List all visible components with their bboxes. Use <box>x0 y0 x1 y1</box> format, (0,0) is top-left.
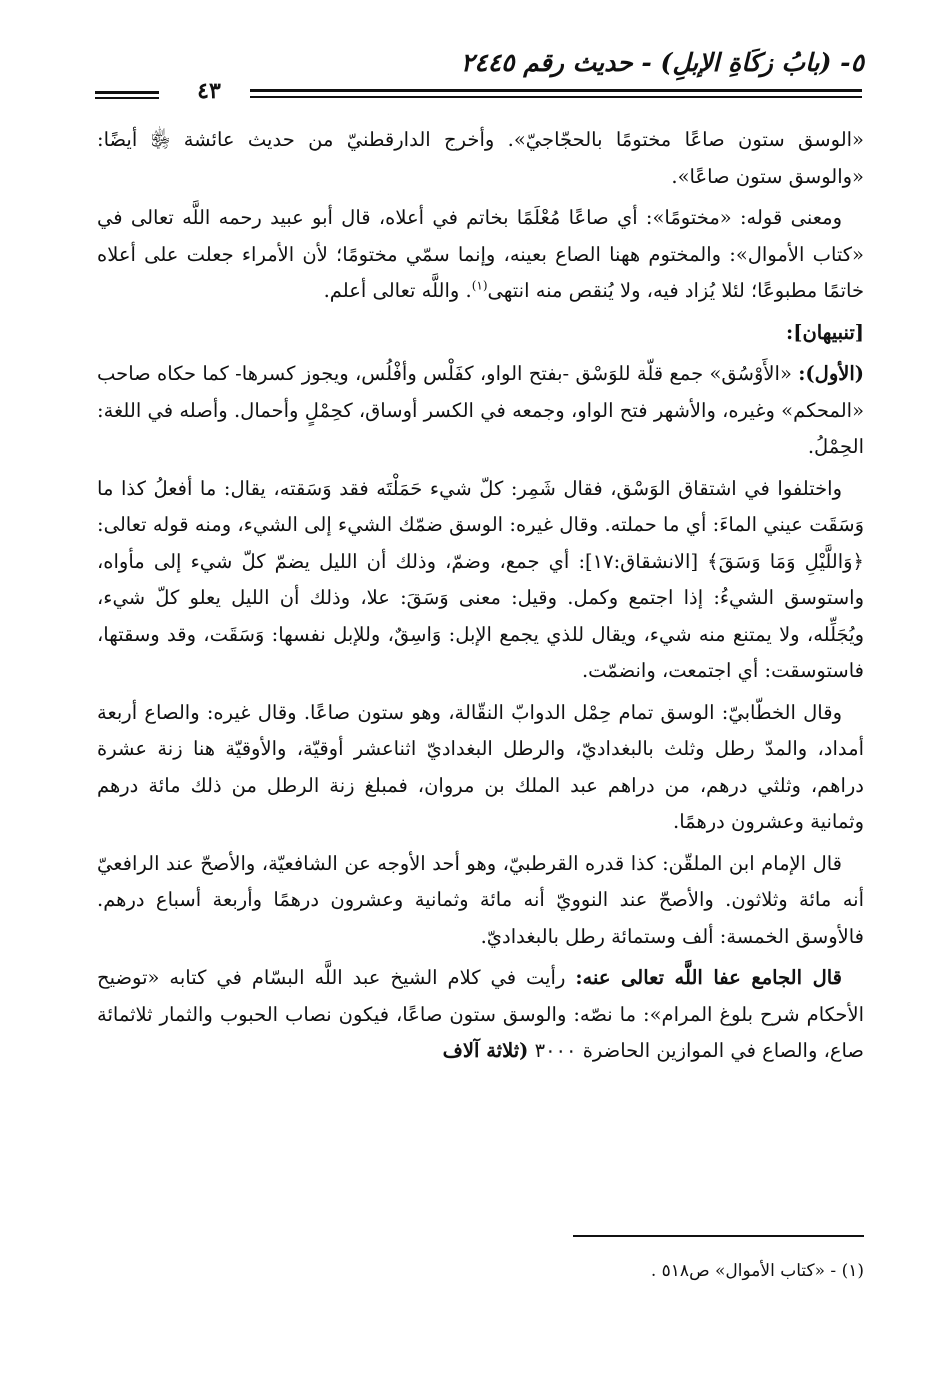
first-note-origin: وأصله في اللغة: الحِمْلُ. <box>97 398 864 458</box>
main-text <box>97 122 864 1075</box>
paragraph-jami <box>97 960 864 1070</box>
paragraph-2-text: ومعنى قوله: «مختومًا»: أي صاعًا مُعْلَمًا بخاتم في أعلاه، قال أبو عبيد رحمه اللَّه تعالى في «كتاب الأموال»: والمختوم ههنا الصاع بعينه، وإنما سمّي مختومًا؛ لأن الأمراء جعلت على أعلاه خاتمًا مطبوعًا؛ لئلا يُزاد فيه، ولا يُنقص منه انتهى <box>97 206 864 302</box>
footnote-separator <box>573 1235 864 1237</box>
first-note-label: (الأول): <box>798 362 865 385</box>
paragraph-2 <box>97 200 864 310</box>
paragraph-khattabi: وقال الخطّابيّ: الوسق تمام حِمْل الدوابّ النقّالة، وهو ستون صاعًا. وقال غيره: والصاع أربعة أمداد، والمدّ رطل وثلث بالبغداديّ، والرطل البغداديّ اثناعشر أوقيّة، والأوقيّة هنا زنة عشرة دراهم، وثلثي درهم، من دراهم عبد الملك بن مروان، فمبلغ زنة الرطل من ذلك مائة درهم وثمانية وعشرون درهمًا. <box>97 700 864 833</box>
paragraph-2-closing: . واللَّه تعالى أعلم. <box>323 279 472 302</box>
header-rule-left-bottom <box>95 97 159 99</box>
header-rule-right-bottom <box>250 96 862 98</box>
jami-text: رأيت في كلام الشيخ عبد اللَّه البسّام في كتابه «توضيح الأحكام شرح بلوغ المرام»: ما نصّه: والوسق ستون صاعًا، فيكون نصاب الحبوب والثمار ثلاثمائة صاع، والصاع في الموازين الحاضرة ٣٠٠٠ <box>97 966 864 1062</box>
paragraph-derivation: واختلفوا في اشتقاق الوَسْق، فقال شَمِر: كلّ شيء حَمَلْتَه فقد وَسَقته، يقال: ما أفعلُ كذا ما وَسَقَت عيني الماءَ: أي ما حملته. وقال غيره: الوسق ضمّك الشيء إلى الشيء، ومنه قوله تعالى: ﴿وَاللَّيْلِ وَمَا وَسَقَ﴾ [الانشقاق:١٧]: أي جمع، وضمّ، وذلك أن الليل يضمّ كلّ شيء إلى مأواه، واستوسق الشيءُ: إذا اجتمع وكمل. وقيل: معنى وَسَقَ: علا، وذلك أن الليل يعلو كلّ شيء، ويُجَلِّله، ولا يمتنع منه شيء، ويقال للذي يجمع الإبل: وَاسِقٌ، وللإبل نفسها: وَسَقَت، وقد وسقتها، فاستوسقت: أي اجتمعت، وانضمّت. <box>97 476 864 682</box>
paragraph-first-note <box>97 356 864 466</box>
page-number: ٤٣ <box>197 78 221 104</box>
footnote: (١) - «كتاب الأموال» ص٥١٨ . <box>650 1261 864 1281</box>
jami-label: قال الجامع عفا اللَّه تعالى عنه: <box>575 966 842 989</box>
running-header-title: ٥- (بابُ زكَاةِ الإبلِ) - حديث رقم ٢٤٤٥ <box>460 48 864 77</box>
tanbihan-heading: [تنبيهان]: <box>786 320 864 344</box>
header-rule-left-top <box>95 91 159 94</box>
paragraph-ibn-mulaqqin: قال الإمام ابن الملقّن: كذا قدره القرطبيّ، وهو أحد الأوجه عن الشافعيّة، والأصحّ عند الرافعيّ أنه مائة وثلاثون. والأصحّ عند النوويّ أنه مائة وثمانية وعشرون درهمًا وأربعة أسباع درهم. فالأوسق الخمسة: ألف وستمائة رطل بالبغداديّ. <box>97 851 864 948</box>
jami-bold-end: (ثلاثة آلاف <box>442 1039 529 1062</box>
section-heading <box>97 315 864 352</box>
paragraph-1: «الوسق ستون صاعًا مختومًا بالحجّاجيّ». وأخرج الدارقطنيّ من حديث عائشة ﵂ أيضًا: «والوسق ستون صاعًا». <box>97 128 864 188</box>
footnote-reference: (١) <box>471 278 488 293</box>
header-rule-right-top <box>250 89 862 92</box>
first-note-text: «الأَوْسُق» جمع قلّة للوَسْق -بفتح الواو، كفَلْس وأفْلُس، ويجوز كسرها- كما حكاه صاحب «المحكم» وغيره، والأشهر فتح الواو، وجمعه في الكسر أوساق، كحِمْلٍ وأحمال. <box>97 362 864 422</box>
